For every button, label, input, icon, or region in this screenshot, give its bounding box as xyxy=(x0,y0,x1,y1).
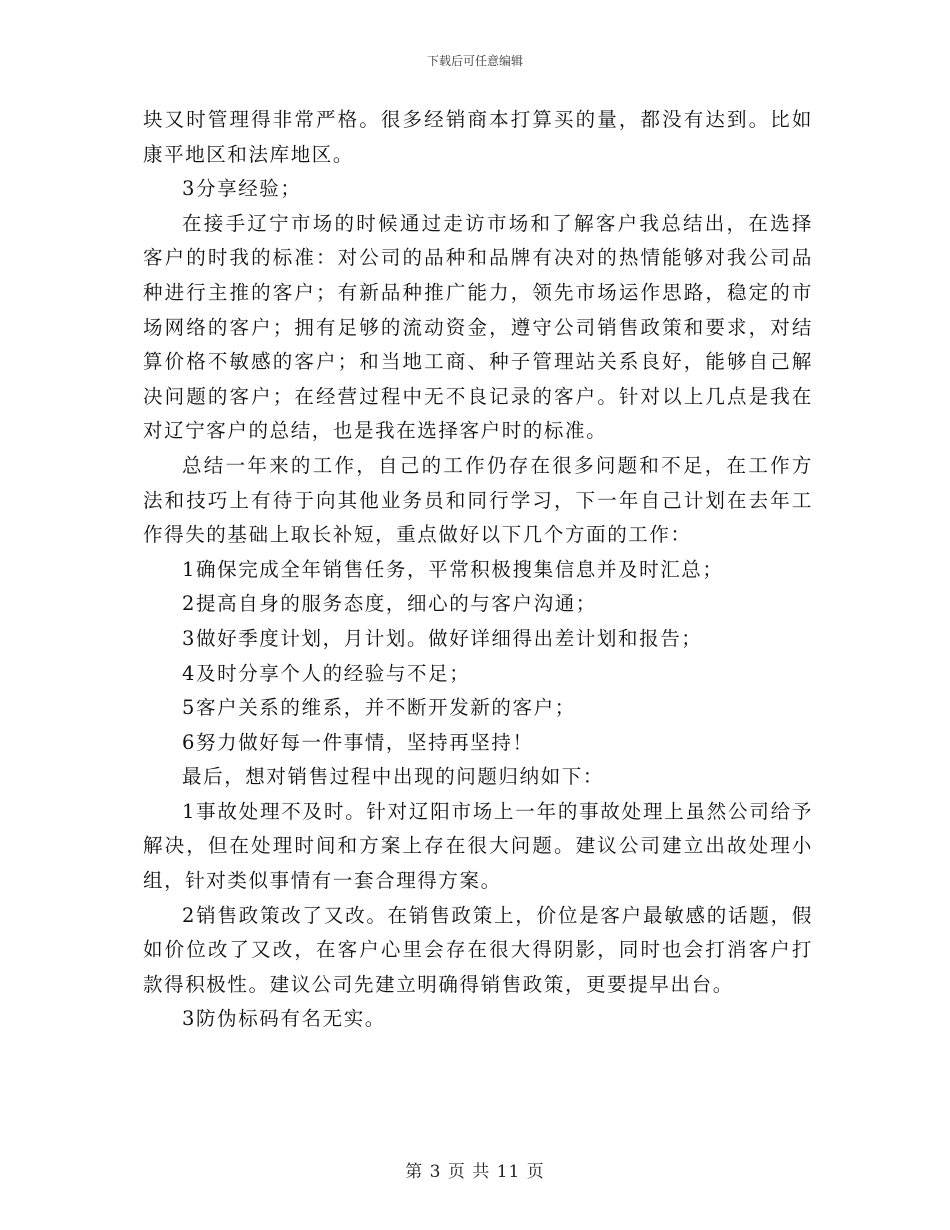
page-footer: 第 3 页 共 11 页 xyxy=(405,1162,545,1182)
list-item: 4及时分享个人的经验与不足； xyxy=(182,661,471,685)
list-item: 3防伪标码有名无实。 xyxy=(182,1007,386,1031)
list-item: 6努力做好每一件事情，坚持再坚持！ xyxy=(182,730,534,754)
paragraph: 在接手辽宁市场的时候通过走访市场和了解客户我总结出，在选择客户的时我的标准：对公司的品种和品牌有决对的热情能够对我公司品种进行主推的客户；有新品种推广能力，领先市场运作思路，稳定的市场网络的客户；拥有足够的流动资金，遵守公司销售政策和要求，对结算价格不敏感的客户；和当地工商、种子管理站关系良好，能够自己解决问题的客户；在经营过程中无不良记录的客户。针对以上几点是我在对辽宁客户的总结，也是我在选择客户时的标准。 xyxy=(143,211,813,443)
list-item: 1确保完成全年销售任务，平常积极搜集信息并及时汇总； xyxy=(182,557,724,581)
list-item: 3做好季度计划，月计划。做好详细得出差计划和报告； xyxy=(182,626,703,650)
list-item: 2提高自身的服务态度，细心的与客户沟通； xyxy=(182,592,597,616)
paragraph: 最后，想对销售过程中出现的问题归纳如下： xyxy=(182,765,605,789)
document-body xyxy=(143,103,813,1037)
list-item: 1事故处理不及时。针对辽阳市场上一年的事故处理上虽然公司给予解决，但在处理时间和方案上存在很大问题。建议公司建立出故处理小组，针对类似事情有一套合理得方案。 xyxy=(143,799,813,893)
list-item: 5客户关系的维系，并不断开发新的客户； xyxy=(182,696,576,720)
page-header: 下载后可任意编辑 xyxy=(426,54,523,68)
list-item: 2销售政策改了又改。在销售政策上，价位是客户最敏感的话题，假如价位改了又改，在客户心里会存在很大得阴影，同时也会打消客户打款得积极性。建议公司先建立明确得销售政策，更要提早出台。 xyxy=(143,903,813,996)
paragraph: 块又时管理得非常严格。很多经销商本打算买的量，都没有达到。比如康平地区和法库地区。 xyxy=(143,108,813,166)
paragraph: 总结一年来的工作，自己的工作仍存在很多问题和不足，在工作方法和技巧上有待于向其他业务员和同行学习，下一年自己计划在去年工作得失的基础上取长补短，重点做好以下几个方面的工作： xyxy=(143,453,813,547)
paragraph: 3分享经验； xyxy=(182,177,302,201)
